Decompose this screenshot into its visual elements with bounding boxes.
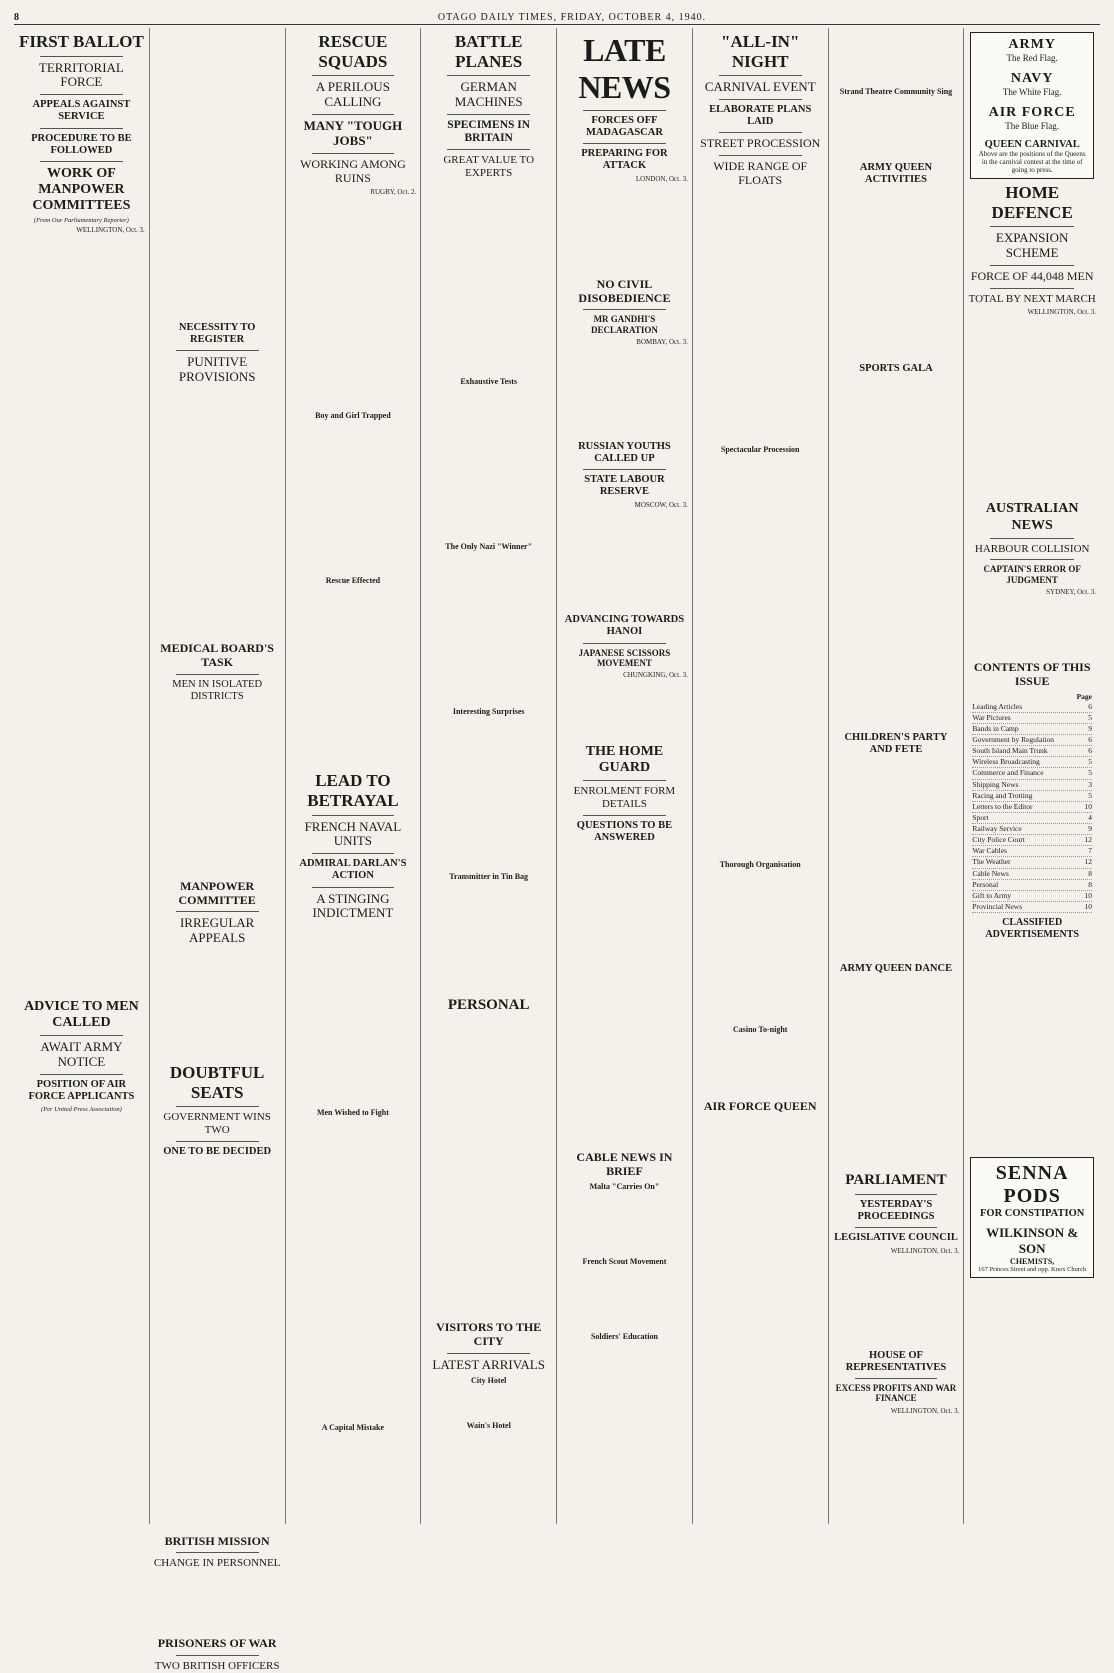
- crosshead: Soldiers' Education: [590, 1332, 658, 1342]
- ad-caption: QUEEN CARNIVAL: [984, 139, 1080, 150]
- headline: HOUSE OF REPRESENTATIVES: [845, 1349, 947, 1373]
- subheadline: IRREGULAR APPEALS: [179, 915, 255, 946]
- dateline: MOSCOW, Oct. 3.: [634, 501, 688, 510]
- subheadline: GERMAN MACHINES: [454, 79, 523, 110]
- subheadline: PUNITIVE PROVISIONS: [178, 354, 256, 385]
- column-3: [286, 28, 422, 1524]
- subheadline: SPECIMENS IN BRITAIN: [447, 118, 531, 145]
- contents-row: [972, 746, 1092, 757]
- crosshead: Men Wished to Fight: [316, 1108, 389, 1118]
- subheadline: EXCESS PROFITS AND WAR FINANCE: [835, 1382, 957, 1404]
- contents-item-page: 5: [1088, 768, 1092, 778]
- subheadline: CARNIVAL EVENT: [704, 79, 816, 95]
- headline: PRISONERS OF WAR: [157, 1636, 277, 1651]
- subheadline: POSITION OF AIR FORCE APPLICANTS: [28, 1079, 135, 1103]
- headline: DOUBTFUL SEATS: [169, 1063, 265, 1102]
- senna-brand: WILKINSON & SON: [986, 1225, 1079, 1257]
- masthead: [14, 10, 1100, 25]
- contents-row: [972, 902, 1092, 913]
- contents-item-page: 10: [1084, 901, 1092, 911]
- headline: BATTLE PLANES: [454, 32, 523, 71]
- contents-item-name: South Island Main Trunk: [972, 746, 1048, 756]
- contents-item-page: 5: [1088, 712, 1092, 722]
- contents-item-name: Shipping News: [972, 779, 1019, 789]
- headline: FIRST BALLOT: [18, 32, 144, 51]
- headline: VISITORS TO THE CITY: [436, 1319, 542, 1348]
- dateline: WELLINGTON, Oct. 3.: [76, 225, 145, 234]
- subheadline: JAPANESE SCISSORS MOVEMENT: [578, 647, 671, 668]
- navy-flag-label: NAVY: [1010, 71, 1054, 86]
- classified-title: CLASSIFIED ADVERTISEMENTS: [985, 917, 1079, 940]
- column-7: [829, 28, 965, 1524]
- headline: NECESSITY TO REGISTER: [178, 322, 256, 346]
- subheadline: WORK OF MANPOWER COMMITTEES: [32, 165, 131, 213]
- column-2: [150, 28, 286, 1672]
- crosshead: Wain's Hotel: [466, 1421, 511, 1431]
- ad-caption-text: Above are the positions of the Queens in the carnival contest at the time of going to press.: [978, 150, 1086, 174]
- contents-item-name: War Pictures: [972, 712, 1011, 722]
- contents-row: [972, 891, 1092, 902]
- dateline: RUGBY, Oct. 2.: [370, 188, 417, 197]
- contents-item-name: Bands in Camp: [972, 723, 1019, 733]
- contents-item-page: 8: [1088, 879, 1092, 889]
- contents-list: [972, 692, 1092, 914]
- contents-item-page: 12: [1084, 835, 1092, 845]
- contents-item-name: Gift to Army: [972, 890, 1012, 900]
- dateline: LONDON, Oct. 3.: [635, 174, 688, 183]
- headline: RESCUE SQUADS: [318, 32, 388, 71]
- contents-page-header: Page: [1076, 691, 1092, 701]
- contents-item-name: Racing and Trotting: [972, 790, 1033, 800]
- dateline: BOMBAY, Oct. 3.: [636, 338, 688, 347]
- headline: CHILDREN'S PARTY AND FETE: [844, 732, 948, 756]
- dateline: WELLINGTON, Oct. 3.: [890, 1246, 960, 1255]
- contents-row: [972, 869, 1092, 880]
- headline: LEAD TO BETRAYAL: [307, 771, 399, 810]
- contents-item-page: 10: [1084, 890, 1092, 900]
- subheadline: LEGISLATIVE COUNCIL: [834, 1231, 958, 1243]
- subheadline: WORKING AMONG RUINS: [300, 156, 406, 185]
- subheadline: MEN IN ISOLATED DISTRICTS: [172, 678, 263, 702]
- headline: AIR FORCE QUEEN: [703, 1098, 817, 1113]
- column-1: [14, 28, 150, 1524]
- contents-item-name: Government by Regulation: [972, 735, 1055, 745]
- wire-credit: (From Our Parliamentary Reporter): [33, 216, 129, 224]
- subheadline: MR GANDHI'S DECLARATION: [591, 314, 658, 335]
- contents-row: [972, 802, 1092, 813]
- headline: PARLIAMENT: [845, 1172, 947, 1189]
- subheadline: FORCES OFF MADAGASCAR: [585, 114, 663, 138]
- subheadline: APPEALS AGAINST SERVICE: [32, 99, 131, 123]
- contents-item-name: The Weather: [972, 857, 1011, 867]
- contents-item-page: 7: [1088, 846, 1092, 856]
- contents-title: CONTENTS OF THIS ISSUE: [973, 659, 1091, 688]
- headline: CABLE NEWS IN BRIEF: [576, 1149, 673, 1178]
- headline: SPORTS GALA: [859, 363, 933, 375]
- crosshead: Casino To-night: [732, 1024, 788, 1034]
- senna-subtitle: FOR CONSTIPATION: [980, 1208, 1085, 1220]
- contents-item-name: Personal: [972, 879, 999, 889]
- subheadline: ELABORATE PLANS LAID: [709, 104, 812, 128]
- dateline: WELLINGTON, Oct. 3.: [890, 1406, 960, 1415]
- subheadline: YESTERDAY'S PROCEEDINGS: [857, 1198, 935, 1222]
- headline: ADVANCING TOWARDS HANOI: [564, 614, 685, 638]
- crosshead: Interesting Surprises: [452, 706, 525, 716]
- contents-row: [972, 880, 1092, 891]
- contents-item-name: Commerce and Finance: [972, 768, 1044, 778]
- headline: MEDICAL BOARD'S TASK: [160, 641, 274, 669]
- headline: MANPOWER COMMITTEE: [178, 878, 256, 907]
- subheadline: ENROLMENT FORM DETAILS: [573, 785, 676, 811]
- subheadline: WIDE RANGE OF FLOATS: [713, 158, 808, 187]
- subheadline: FORCE OF 44,048 MEN: [970, 268, 1094, 283]
- navy-flag-caption: The White Flag.: [1002, 87, 1062, 97]
- headline: HOME DEFENCE: [991, 183, 1073, 222]
- contents-item-name: City Police Court: [972, 835, 1025, 845]
- senna-pods-advert: [970, 1157, 1094, 1278]
- airforce-flag-caption: The Blue Flag.: [1005, 121, 1060, 131]
- subheadline: AWAIT ARMY NOTICE: [40, 1039, 123, 1070]
- headline: ADVICE TO MEN CALLED: [24, 998, 139, 1031]
- subheadline: FRENCH NAVAL UNITS: [304, 818, 402, 849]
- subheadline: GOVERNMENT WINS TWO: [163, 1111, 271, 1136]
- crosshead: Malta "Carries On": [589, 1182, 660, 1192]
- contents-row: [972, 846, 1092, 857]
- crosshead: A Capital Mistake: [321, 1423, 385, 1433]
- contents-item-page: 3: [1088, 779, 1092, 789]
- headline: NO CIVIL DISOBEDIENCE: [578, 276, 671, 305]
- crosshead: Exhaustive Tests: [460, 376, 518, 386]
- masthead-title: OTAGO DAILY TIMES, FRIDAY, OCTOBER 4, 1940.: [437, 11, 707, 23]
- queen-carnival-advert: [970, 32, 1094, 179]
- contents-item-page: 6: [1088, 746, 1092, 756]
- crosshead: Boy and Girl Trapped: [315, 411, 391, 421]
- contents-row: [972, 791, 1092, 802]
- subheadline: GREAT VALUE TO EXPERTS: [443, 154, 535, 180]
- headline: "ALL-IN" NIGHT: [721, 32, 800, 71]
- contents-row: [972, 780, 1092, 791]
- contents-item-name: Sport: [972, 812, 989, 822]
- contents-item-name: Letters to the Editor: [972, 801, 1033, 811]
- crosshead: Transmitter in Tin Bag: [449, 871, 529, 881]
- crosshead: City Hotel: [471, 1376, 507, 1386]
- dateline: CHUNGKING, Oct. 3.: [623, 671, 688, 680]
- senna-title: SENNA PODS: [995, 1162, 1069, 1208]
- contents-item-page: 9: [1088, 723, 1092, 733]
- subheadline: ONE TO BE DECIDED: [163, 1145, 272, 1157]
- crosshead: Thorough Organisation: [719, 859, 801, 869]
- subheadline: QUESTIONS TO BE ANSWERED: [576, 819, 673, 843]
- headline: BRITISH MISSION: [164, 1533, 270, 1548]
- headline: ARMY QUEEN DANCE: [839, 963, 953, 975]
- subheadline: TOTAL BY NEXT MARCH: [968, 292, 1096, 305]
- contents-item-page: 8: [1088, 868, 1092, 878]
- dateline: SYDNEY, Oct. 3.: [1046, 587, 1096, 596]
- contents-item-page: 9: [1088, 824, 1092, 834]
- subheadline: TERRITORIAL FORCE: [38, 59, 124, 90]
- contents-item-name: War Cables: [972, 846, 1007, 856]
- headline: AUSTRALIAN NEWS: [985, 501, 1079, 533]
- contents-item-page: 6: [1088, 701, 1092, 711]
- headline: RUSSIAN YOUTHS CALLED UP: [578, 441, 671, 465]
- subheadline: LATEST ARRIVALS: [432, 1356, 545, 1372]
- contents-row: [972, 835, 1092, 846]
- crosshead: The Only Nazi "Winner": [445, 541, 533, 551]
- subheadline: ADMIRAL DARLAN'S ACTION: [299, 858, 407, 882]
- column-8: [964, 28, 1100, 1524]
- column-4: [421, 28, 557, 1524]
- headline: LATE NEWS: [578, 32, 671, 105]
- contents-item-name: Leading Articles: [972, 701, 1023, 711]
- subheadline: STREET PROCESSION: [700, 136, 821, 151]
- senna-role: CHEMISTS,: [1010, 1257, 1055, 1267]
- contents-item-page: 5: [1088, 757, 1092, 767]
- contents-row: [972, 735, 1092, 746]
- contents-row: [972, 813, 1092, 824]
- contents-row: [972, 702, 1092, 713]
- contents-item-page: 12: [1084, 857, 1092, 867]
- senna-address: 167 Princes Street and opp. Knox Church: [978, 1266, 1087, 1274]
- subheadline: STATE LABOUR RESERVE: [584, 474, 665, 498]
- contents-item-name: Cable News: [972, 868, 1009, 878]
- column-5: [557, 28, 693, 1524]
- headline: ARMY QUEEN ACTIVITIES: [859, 162, 933, 186]
- contents-row: [972, 724, 1092, 735]
- page-number: 8: [14, 11, 19, 23]
- subheadline: A STINGING INDICTMENT: [312, 890, 394, 921]
- contents-row: [972, 857, 1092, 868]
- subheadline: CAPTAIN'S ERROR OF JUDGMENT: [983, 564, 1081, 585]
- column-6: [693, 28, 829, 1524]
- subheadline: CHANGE IN PERSONNEL: [153, 1557, 281, 1570]
- subheadline: EXPANSION SCHEME: [995, 230, 1069, 261]
- subheadline: PROCEDURE TO BE FOLLOWED: [31, 132, 132, 156]
- contents-item-name: Provincial News: [972, 901, 1023, 911]
- army-flag-caption: The Red Flag.: [1006, 53, 1058, 63]
- contents-row: [972, 757, 1092, 768]
- army-flag-label: ARMY: [1008, 37, 1056, 52]
- contents-item-page: 6: [1088, 735, 1092, 745]
- crosshead: Rescue Effected: [325, 576, 381, 586]
- subheadline: HARBOUR COLLISION: [974, 542, 1090, 555]
- airforce-flag-label: AIR FORCE: [988, 105, 1076, 120]
- dateline: WELLINGTON, Oct. 3.: [1027, 308, 1096, 317]
- crosshead: Spectacular Procession: [720, 444, 800, 454]
- contents-row: [972, 713, 1092, 724]
- headline: PERSONAL: [447, 996, 530, 1013]
- contents-item-page: 10: [1084, 801, 1092, 811]
- subheadline: TWO BRITISH OFFICERS: [154, 1659, 280, 1672]
- subheadline: A PERILOUS CALLING: [315, 79, 390, 110]
- contents-row: [972, 824, 1092, 835]
- contents-item-name: Railway Service: [972, 824, 1022, 834]
- subheadline: PREPARING FOR ATTACK: [581, 147, 668, 171]
- subheadline: MANY "TOUGH JOBS": [303, 117, 403, 148]
- contents-item-name: Wireless Broadcasting: [972, 757, 1040, 767]
- contents-row: [972, 768, 1092, 779]
- crosshead: Strand Theatre Community Sing: [839, 87, 953, 96]
- contents-item-page: 4: [1088, 812, 1092, 822]
- wire-credit: (Per United Press Association): [41, 1106, 122, 1114]
- headline: THE HOME GUARD: [585, 744, 664, 776]
- crosshead: French Scout Movement: [582, 1257, 667, 1267]
- contents-item-page: 5: [1088, 790, 1092, 800]
